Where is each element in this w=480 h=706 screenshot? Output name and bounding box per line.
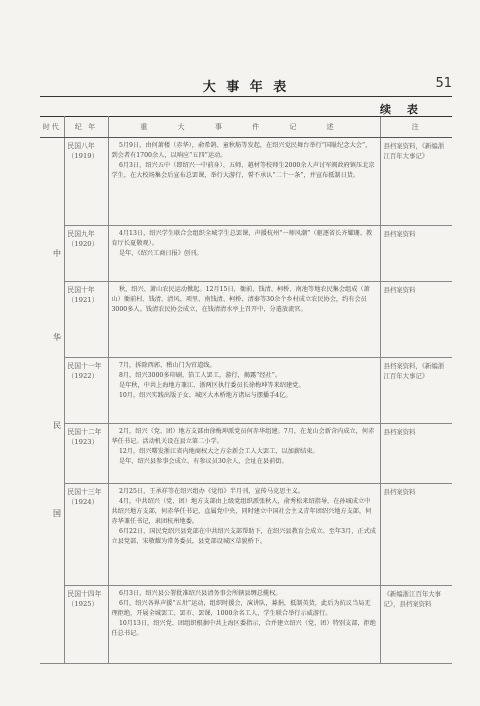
event-paragraph: 是年秋，中共上海地方兼江、浙两区执行委员长徐梅坤等来绍建党。: [118, 382, 305, 389]
table-row: [40, 138, 452, 226]
year-cell: 民国十一年（1922）: [64, 358, 108, 424]
source-cell: 县档案资料，《新编浙江百年大事记》: [380, 138, 452, 226]
event-paragraph: 4月，中共绍兴（党、团）地方支部由上级党组织派张秋人，俞秀松来绍指导，在孙城成立中共绍兴地方支部，何赤华任书记，直属党中央，同时建立中国社会主义青年团绍兴地方支部，何赤华兼任书记，隶团杭州地委。: [111, 498, 372, 525]
table-body: [40, 138, 452, 664]
event-paragraph: 4月13日，绍兴学生联合会组织全城学生总罢课，声援杭州“一师风潮”（驱逐省长齐耀珊、教育厅长夏敬观）。: [111, 230, 373, 247]
year-cell: 民国十年（1921）: [64, 282, 108, 358]
table-row: [40, 358, 452, 424]
table-row: [40, 586, 452, 664]
event-paragraph: 10月13日，绍兴党、团组织根据中共上海区委指示，合并建立绍兴（党、团）特别支部，拒绝任总书记。: [111, 620, 376, 637]
page-header: [40, 74, 452, 97]
era-char: 华: [53, 333, 61, 342]
page-title: 大 事 年 表: [202, 80, 290, 95]
event-paragraph: 秋，绍兴、萧山农民运动掀起。12月15日，衙前、钱清、柯桥、南池等地农民集会组成（萧山）衙前村、钱清、清风、项里、南钱清、柯桥、清秦等30余个乡村成立农民协会，约有会员3000多人。钱清农民协会成立，在钱清清水亭上召开中，分遣放流官。: [111, 286, 370, 313]
era-cell: [40, 138, 64, 664]
event-cell: [108, 484, 380, 586]
source-cell: 县档案资料: [380, 282, 452, 358]
header-year: 纪 年: [64, 117, 108, 138]
event-paragraph: 10月，绍兴实践出版子女、城区大木桥地方诸坛与摆播手4亿。: [118, 392, 292, 399]
era-char: 国: [53, 509, 61, 518]
year-cell: 民国十二年（1923）: [64, 424, 108, 484]
event-cell: [108, 358, 380, 424]
event-paragraph: 2月25日，王承祥等在绍兴组办《觉悟》半月刊，宣传马克思主义。: [118, 488, 304, 495]
event-paragraph: 12月，绍兴曙发浙江省内地商权大之方金新会工人大罢工，以加薪结束。: [118, 448, 319, 455]
year-cell: 民国九年（1920）: [64, 226, 108, 282]
table-row: [40, 424, 452, 484]
continued-label: 续 表: [380, 103, 424, 116]
event-paragraph: 6月3日，绍兴县公署批准绍兴县清务事会所辖县绸总揽权。: [118, 590, 282, 597]
event-cell: [108, 138, 380, 226]
source-cell: 县档案资料: [380, 484, 452, 586]
year-cell: 民国十三年（1924）: [64, 484, 108, 586]
event-paragraph: 6月，绍兴各界声援“五卅”运动，组织时援会，演讲队，募捐，抵制英货，此后为抗议当局无理拒绝，开展全城罢工、罢市、罢课，1000余名工人、学生联合举行示威游行。: [111, 600, 371, 617]
event-cell: [108, 226, 380, 282]
page-number: 51: [435, 76, 452, 91]
event-paragraph: 是年，绍兴县参事会成立，有参议员30余人，会址在县前街。: [118, 458, 288, 465]
event-paragraph: 7月，拆除西郭、稽山门为官道线。: [118, 362, 216, 369]
event-paragraph: 2月，绍兴（党、团）地方支部由徐梅坤派党员何赤华组建。7月，在龙山会新含内成立，何赤华任书记。活动机关设在县立第二小学。: [111, 428, 375, 445]
event-cell: [108, 586, 380, 664]
table-header-row: [40, 117, 452, 138]
event-paragraph: 8月，绍兴3000多印刷、箔工人罢工，游行，揭露“经社”。: [118, 372, 282, 379]
chronology-table: [40, 116, 452, 664]
year-cell: 民国十四年（1925）: [64, 586, 108, 664]
table-row: [40, 484, 452, 586]
event-cell: [108, 424, 380, 484]
event-paragraph: 6月3日，绍兴五中（即绍兴一中前身）、五师、越材等校师生2000余人声讨军阀政府镇压北京学生，在大校场集会后宣布总罢课，举行大游行，誓不承认“二十一条”，并宣布抵制日货。: [111, 162, 375, 179]
era-char: 民: [53, 421, 61, 430]
header-era: 时代: [40, 117, 64, 138]
header-source: 注: [380, 117, 452, 138]
table-row: [40, 282, 452, 358]
source-cell: 县档案资料，《新编浙江百年大事记》: [380, 358, 452, 424]
event-paragraph: 5月9日，由何萧楼（赤华），俞希鹄、童秋舫等发起，在绍兴觉民舞台举行“国耻纪念大会”，到会者有1700余人，以响应“五四”运动。: [111, 142, 372, 159]
event-cell: [108, 282, 380, 358]
source-cell: 县档案资料: [380, 226, 452, 282]
era-char: 中: [53, 249, 61, 258]
source-cell: 县档案资料: [380, 424, 452, 484]
event-paragraph: 6月22日，国民党绍兴县党部在中共绍兴支部帮助下，在绍兴县教育会成立。至年3月，正式成立县党部，宋敬耀为常务委员，县党部设城区草貌桥下。: [111, 528, 376, 545]
event-paragraph: 是年，《绍兴工商日报》创刊。: [118, 250, 203, 257]
table-row: [40, 226, 452, 282]
year-cell: 民国八年（1919）: [64, 138, 108, 226]
header-event: 重 大 事 件 记 述: [108, 117, 380, 138]
source-cell: 《新编浙江百年大事记》，县档案资料: [380, 586, 452, 664]
